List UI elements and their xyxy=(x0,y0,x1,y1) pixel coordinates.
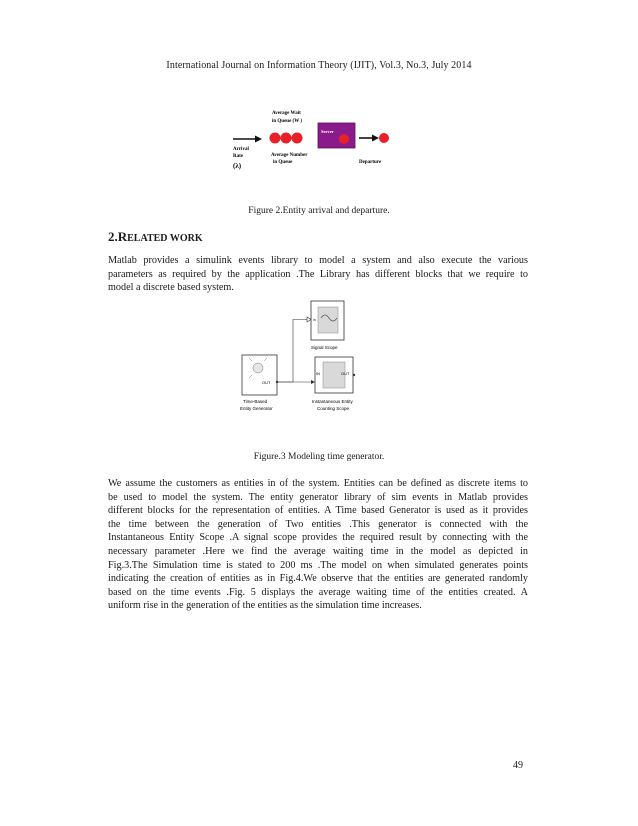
departed-entity xyxy=(379,133,389,143)
figure-2-caption: Figure 2.Entity arrival and departure. xyxy=(248,206,390,216)
signal-line-to-scope xyxy=(277,320,307,383)
figure-2-diagram xyxy=(225,100,415,180)
number-label-line1: Average Number xyxy=(271,153,308,158)
lambda-label: (λ) xyxy=(233,162,242,170)
wait-label-line1: Average Wait xyxy=(272,111,301,116)
counter-output-port xyxy=(353,374,355,376)
text-line: We assume the customers as entities in of the system. Entities can be defined as discrete items to xyxy=(108,478,528,489)
departure-arrowhead xyxy=(372,135,379,142)
figure-3-diagram xyxy=(240,298,400,420)
paragraph-body xyxy=(108,477,528,613)
arrival-label-line1: Arrival xyxy=(233,147,249,152)
text-line: model a discrete based system. xyxy=(108,282,234,294)
text-line: Fig.3.The Simulation time is stated to 200 ms .The model on when simulated generates points xyxy=(108,559,528,571)
arrival-arrowhead xyxy=(255,136,262,143)
section-title-lead: R xyxy=(117,229,128,244)
departure-label: Departure xyxy=(359,160,382,165)
text-line: parameters as required by the application .The Library has different blocks that we require to xyxy=(108,268,528,280)
generator-icon xyxy=(253,363,263,373)
section-number: 2. xyxy=(108,229,118,244)
signal-scope-label: Signal Scope xyxy=(311,345,338,350)
counter-out-label: OUT xyxy=(341,371,350,376)
generator-port-label: OUT xyxy=(262,380,271,385)
section-title-rest: ELATED WORK xyxy=(127,233,203,244)
server-entity xyxy=(339,134,349,144)
counter-input-arrowhead xyxy=(311,380,315,384)
queue-entity-1 xyxy=(270,133,281,144)
number-label-line2: in Queue xyxy=(273,160,293,165)
text-line: different blocks for the representation of entities. A Time based Generator is used as it provides xyxy=(108,505,528,517)
text-line: indicating the creation of entities as in Fig.4.We observe that the entities are generated randomly xyxy=(108,573,528,585)
generator-label-line2: Entity Generator xyxy=(240,406,273,411)
text-line: be used to model the system. The entity generator library of sim events in Matlab provides xyxy=(108,491,528,503)
paragraph-intro xyxy=(108,254,528,295)
text-line: based on the time events .Fig. 5 displays the average waiting time of the entities created. A xyxy=(108,586,528,598)
section-heading xyxy=(108,229,203,245)
running-header: International Journal on Information Theory (IJIT), Vol.3, No.3, July 2014 xyxy=(166,60,472,71)
text-line: the time between the generation of Two entities .This generator is connected with the xyxy=(108,518,528,530)
queue-entity-2 xyxy=(281,133,292,144)
arrival-label-line2: Rate xyxy=(233,154,243,159)
text-line: Instantaneous Entity Scope .A signal scope provides the required result by connecting with the xyxy=(108,532,528,544)
figure-3-caption: Figure.3 Modeling time generator. xyxy=(253,452,385,462)
counter-in-label: IN xyxy=(316,371,320,376)
entity-generator-block xyxy=(242,355,277,395)
generator-label-line1: Time-Based xyxy=(243,399,268,404)
text-line: uniform rise in the generation of the entities as the simulation time increases. xyxy=(108,600,422,612)
server-box xyxy=(318,123,355,148)
page-number: 49 xyxy=(513,760,523,771)
queue-entity-3 xyxy=(292,133,303,144)
text-line: necessary parameter .Here we find the average waiting time in the model as depicted in xyxy=(108,545,528,557)
scope-port-label: in xyxy=(313,318,316,322)
scope-input-port xyxy=(307,317,311,322)
wait-label-line2: in Queue (W ) xyxy=(272,119,303,124)
counter-label-line1: Instantaneous Entity xyxy=(312,399,353,404)
server-label: Server xyxy=(321,129,334,134)
text-line: Matlab provides a simulink events library to model a system and also execute the various xyxy=(108,255,528,266)
counter-label-line2: Counting Scope xyxy=(317,406,350,411)
